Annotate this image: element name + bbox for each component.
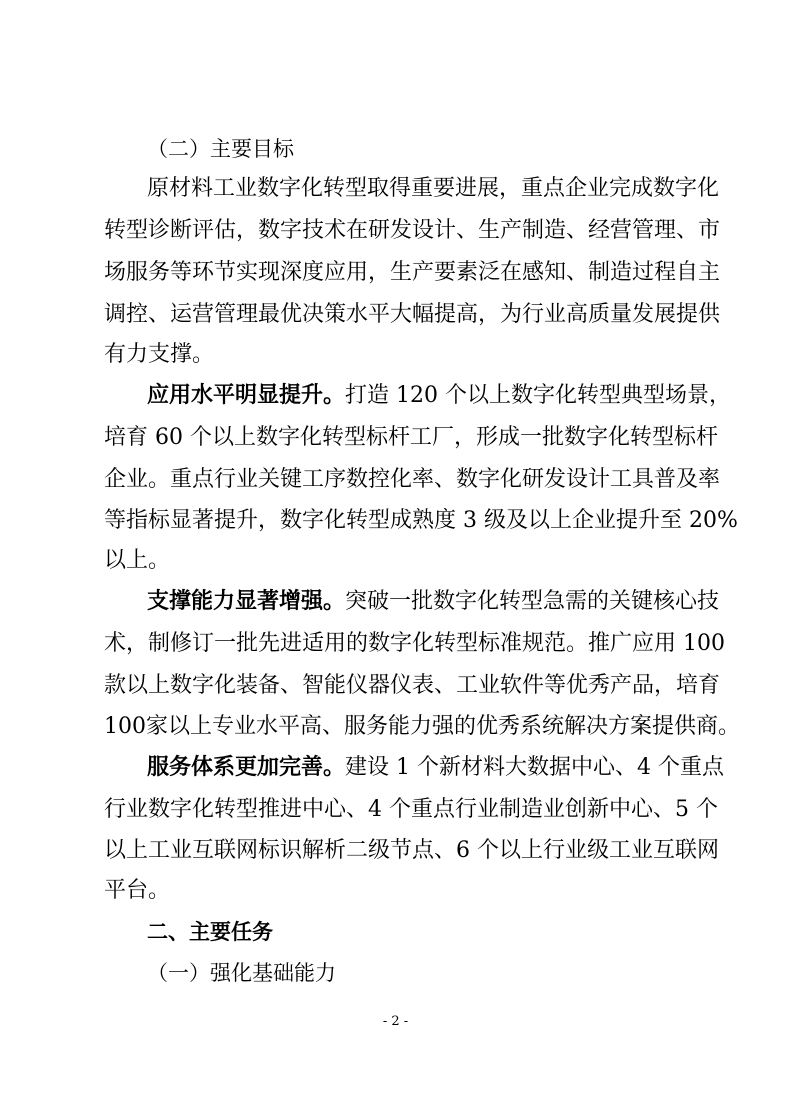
paragraph-line: 转型诊断评估，数字技术在研发设计、生产制造、经营管理、市 <box>104 218 721 243</box>
paragraph-text: 打造 120 个以上数字化转型典型场景， <box>345 383 731 408</box>
paragraph-text: 突破一批数字化转型急需的关键核心技 <box>345 589 720 614</box>
paragraph-line: 调控、运营管理最优决策水平大幅提高，为行业高质量发展提供 <box>104 302 721 327</box>
paragraph-line: 以上工业互联网标识解析二级节点、6 个以上行业级工业互联网 <box>104 838 719 863</box>
paragraph-line: 企业。重点行业关键工序数控化率、数字化研发设计工具普及率 <box>104 467 721 492</box>
paragraph-line: 术，制修订一批先进适用的数字化转型标准规范。推广应用 100 <box>104 631 725 656</box>
section-subheading-goals: （二）主要目标 <box>147 137 294 161</box>
paragraph-lead-bold: 服务体系更加完善。 <box>147 755 346 780</box>
paragraph-line <box>147 753 724 783</box>
paragraph-line: 以上。 <box>104 548 171 573</box>
section-heading-tasks: 二、主要任务 <box>147 920 273 944</box>
paragraph-line: 行业数字化转型推进中心、4 个重点行业制造业创新中心、5 个 <box>104 797 718 822</box>
paragraph-line <box>147 381 731 411</box>
paragraph-line: 平台。 <box>104 878 171 903</box>
paragraph-line: 等指标显著提升，数字化转型成熟度 3 级及以上企业提升至 20% <box>104 508 738 533</box>
paragraph-line: 培育 60 个以上数字化转型标杆工厂，形成一批数字化转型标杆 <box>104 425 718 450</box>
paragraph-text: 建设 1 个新材料大数据中心、4 个重点 <box>345 755 724 780</box>
page-number: - 2 - <box>382 1014 409 1029</box>
paragraph-line: 原材料工业数字化转型取得重要进展，重点企业完成数字化 <box>147 176 720 201</box>
paragraph-line: 场服务等环节实现深度应用，生产要素泛在感知、制造过程自主 <box>104 260 721 285</box>
paragraph-line: 有力支撑。 <box>104 342 215 367</box>
paragraph-lead-bold: 支撑能力显著增强。 <box>147 589 346 614</box>
paragraph-line: 款以上数字化装备、智能仪器仪表、工业软件等优秀产品，培育 <box>104 673 721 698</box>
paragraph-lead-bold: 应用水平明显提升。 <box>147 383 346 408</box>
paragraph-line <box>147 587 720 617</box>
section-subheading-basic-capability: （一）强化基础能力 <box>147 961 336 985</box>
paragraph-line: 100家以上专业水平高、服务能力强的优秀系统解决方案提供商。 <box>104 714 740 739</box>
